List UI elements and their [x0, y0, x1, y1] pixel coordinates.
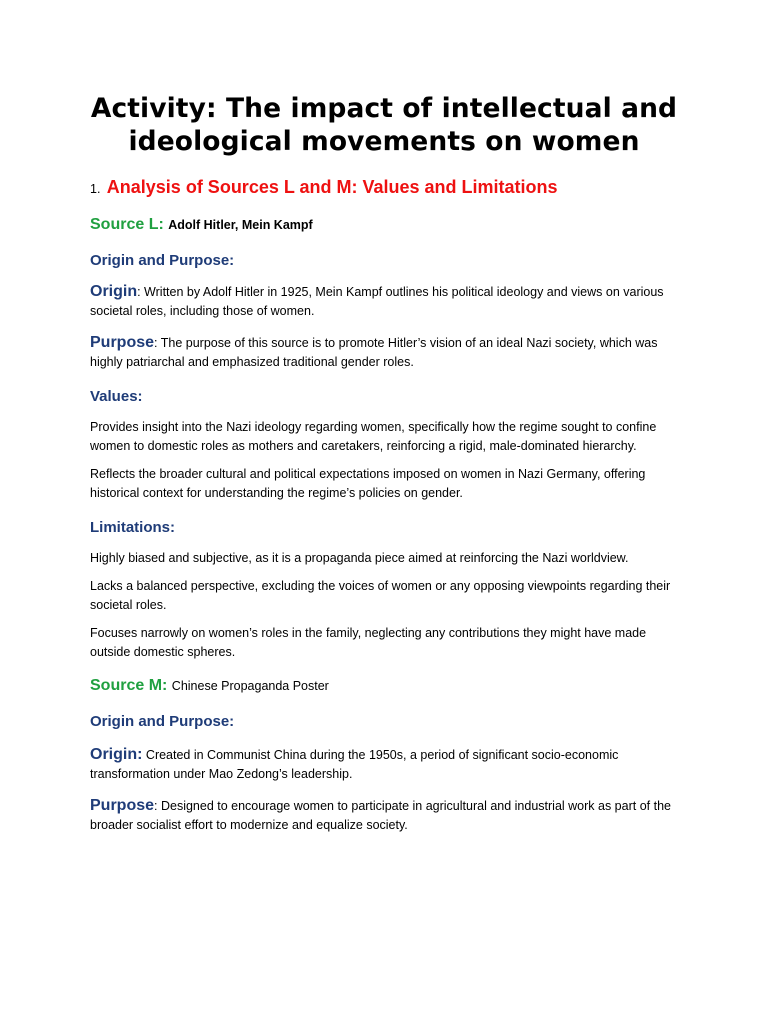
source-l-origin-label: Origin [90, 283, 138, 300]
source-m-label: Source M: [90, 677, 168, 694]
source-m-origin-label: Origin: [90, 746, 143, 763]
source-l-name: Adolf Hitler, Mein Kampf [168, 218, 313, 232]
page-title: Activity: The impact of intellectual and ideological movements on women [90, 93, 678, 157]
source-l-limitation-1: Highly biased and subjective, as it is a propaganda piece aimed at reinforcing the Nazi worldview. [90, 551, 629, 565]
source-l-origin-text: : Written by Adolf Hitler in 1925, Mein Kampf outlines his political ideology and views on various societal roles, including those of women. [90, 285, 664, 318]
source-l-value-1: Provides insight into the Nazi ideology regarding women, specifically how the regime sought to confine women to domestic roles as mothers and caretakers, reinforcing a rigid, male-dominated hierarchy. [90, 420, 657, 453]
source-m-purpose-label: Purpose [90, 797, 155, 814]
section-title-text: Analysis of Sources L and M: Values and Limitations [106, 177, 558, 197]
source-m-origin-purpose-heading: Origin and Purpose: [90, 713, 235, 730]
section-heading [90, 175, 678, 201]
section-number: 1. [90, 182, 101, 196]
source-l-values-heading: Values: [90, 388, 143, 405]
source-l-origin [90, 282, 678, 321]
source-l-origin-purpose-heading: Origin and Purpose: [90, 252, 235, 269]
source-l-value-2: Reflects the broader cultural and political expectations imposed on women in Nazi Germany, offering historical context for understanding the regime’s policies on gender. [90, 467, 646, 500]
source-m-origin [90, 745, 678, 784]
source-l-purpose-text: : The purpose of this source is to promote Hitler’s vision of an ideal Nazi society, which was highly patriarchal and emphasized traditional gender roles. [90, 336, 658, 369]
source-l-label: Source L: [90, 216, 164, 233]
source-l-purpose [90, 333, 678, 372]
source-m-purpose-text: : Designed to encourage women to participate in agricultural and industrial work as part of the broader socialist effort to modernize and equalize society. [90, 799, 671, 832]
source-l-purpose-label: Purpose [90, 334, 155, 351]
source-m-purpose [90, 796, 678, 835]
source-m-name: Chinese Propaganda Poster [171, 679, 329, 693]
source-l-limitation-3: Focuses narrowly on women’s roles in the family, neglecting any contributions they might have made outside domestic spheres. [90, 626, 647, 659]
source-m-origin-text: Created in Communist China during the 1950s, a period of significant socio-economic transformation under Mao Zedong’s leadership. [90, 748, 619, 781]
source-l-limitation-2: Lacks a balanced perspective, excluding the voices of women or any opposing viewpoints regarding their societal roles. [90, 579, 671, 612]
source-l-line [90, 214, 678, 236]
source-l-limitations-heading: Limitations: [90, 519, 175, 536]
source-m-line [90, 675, 678, 697]
